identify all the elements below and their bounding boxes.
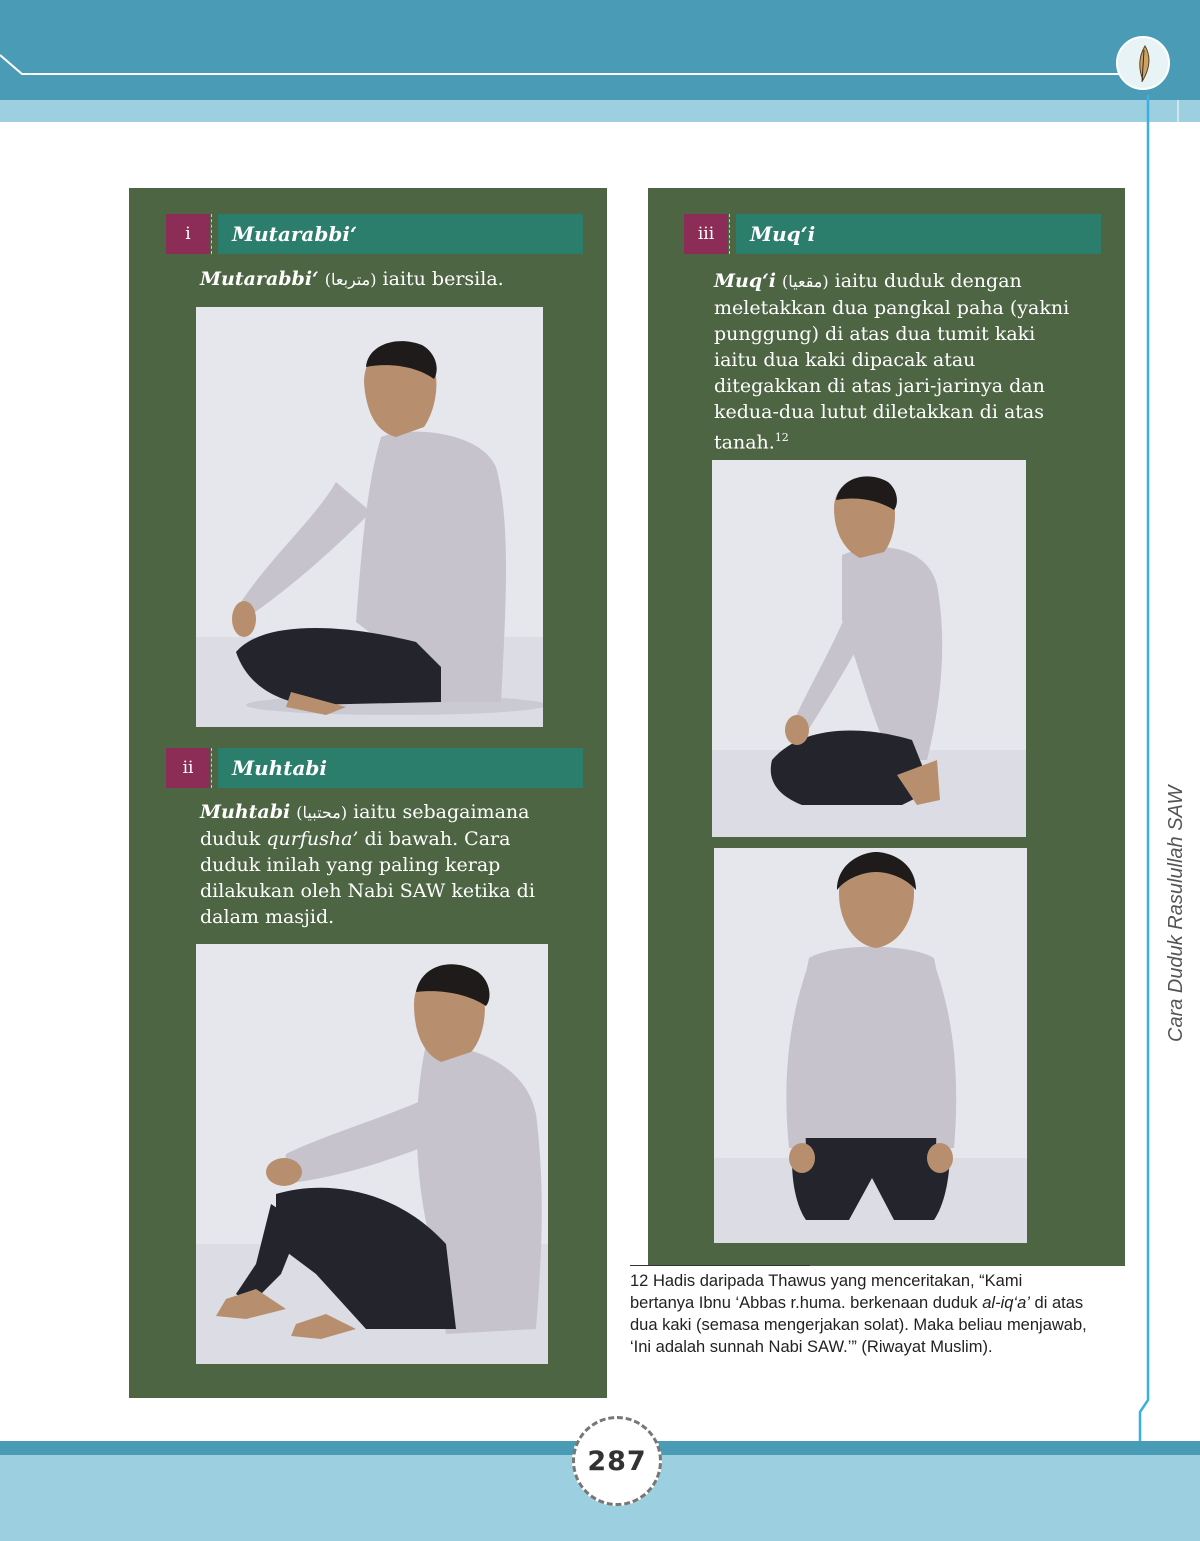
footnote-number: 12: [630, 1272, 649, 1290]
paragraph-muhtabi: [200, 799, 540, 930]
footnote: [630, 1270, 1090, 1358]
photo-mutarabbi: [196, 307, 543, 727]
paragraph-muqi: [714, 268, 1074, 455]
term: Muq‘i: [714, 270, 776, 292]
arabic-term: (محتبيا): [296, 803, 348, 822]
footnote-ref: 12: [774, 431, 789, 444]
side-title: [1160, 780, 1190, 1080]
term: Mutarabbi‘: [200, 268, 319, 290]
photo-muqi-front: [714, 848, 1027, 1243]
term: Muhtabi: [200, 801, 291, 823]
emphasis: qurfusha’: [266, 828, 359, 850]
section-title: Muq‘i: [736, 214, 1101, 254]
arabic-term: (مقعيا): [782, 272, 829, 291]
section-bar-i: [166, 214, 583, 254]
section-title: Mutarabbi‘: [218, 214, 583, 254]
section-number: ii: [166, 748, 210, 788]
photo-muhtabi: [196, 944, 548, 1364]
description: iaitu sebagaimana duduk: [200, 801, 530, 850]
description: iaitu duduk dengan meletakkan dua pangkal paha (yakni punggung) di atas dua tumit kaki iaitu dua kaki dipacak atau ditegakkan di atas jari-jarinya dan kedua-dua lutut diletakkan di atas tanah.: [714, 270, 1070, 454]
paragraph-mutarabbi: [200, 266, 590, 293]
description: iaitu bersila.: [376, 268, 504, 290]
description-cont: di bawah. Cara duduk inilah yang paling kerap dilakukan oleh Nabi SAW ketika di dalam masjid.: [200, 828, 535, 928]
footnote-rule: [630, 1265, 810, 1266]
section-bar-iii: [684, 214, 1101, 254]
feather-quill-icon: [1116, 36, 1170, 90]
footnote-text-cont: di atas dua kaki (semasa mengerjakan solat). Maka beliau menjawab, ‘Ini adalah sunnah Nabi SAW.’” (Riwayat Muslim).: [630, 1294, 1087, 1356]
section-bar-ii: [166, 748, 583, 788]
footnote-emphasis: al-iq‘a’: [982, 1294, 1030, 1312]
side-title-text: Cara Duduk Rasulullah SAW: [1165, 785, 1187, 1042]
section-number: i: [166, 214, 210, 254]
arabic-term: (متربعا): [324, 270, 377, 289]
section-number: iii: [684, 214, 728, 254]
photo-muqi-side: [712, 460, 1026, 837]
page-number: 287: [572, 1416, 662, 1506]
footnote-text: Hadis daripada Thawus yang menceritakan, “Kami bertanya Ibnu ‘Abbas r.huma. berkenaan duduk: [630, 1272, 1023, 1312]
section-title: Muhtabi: [218, 748, 583, 788]
